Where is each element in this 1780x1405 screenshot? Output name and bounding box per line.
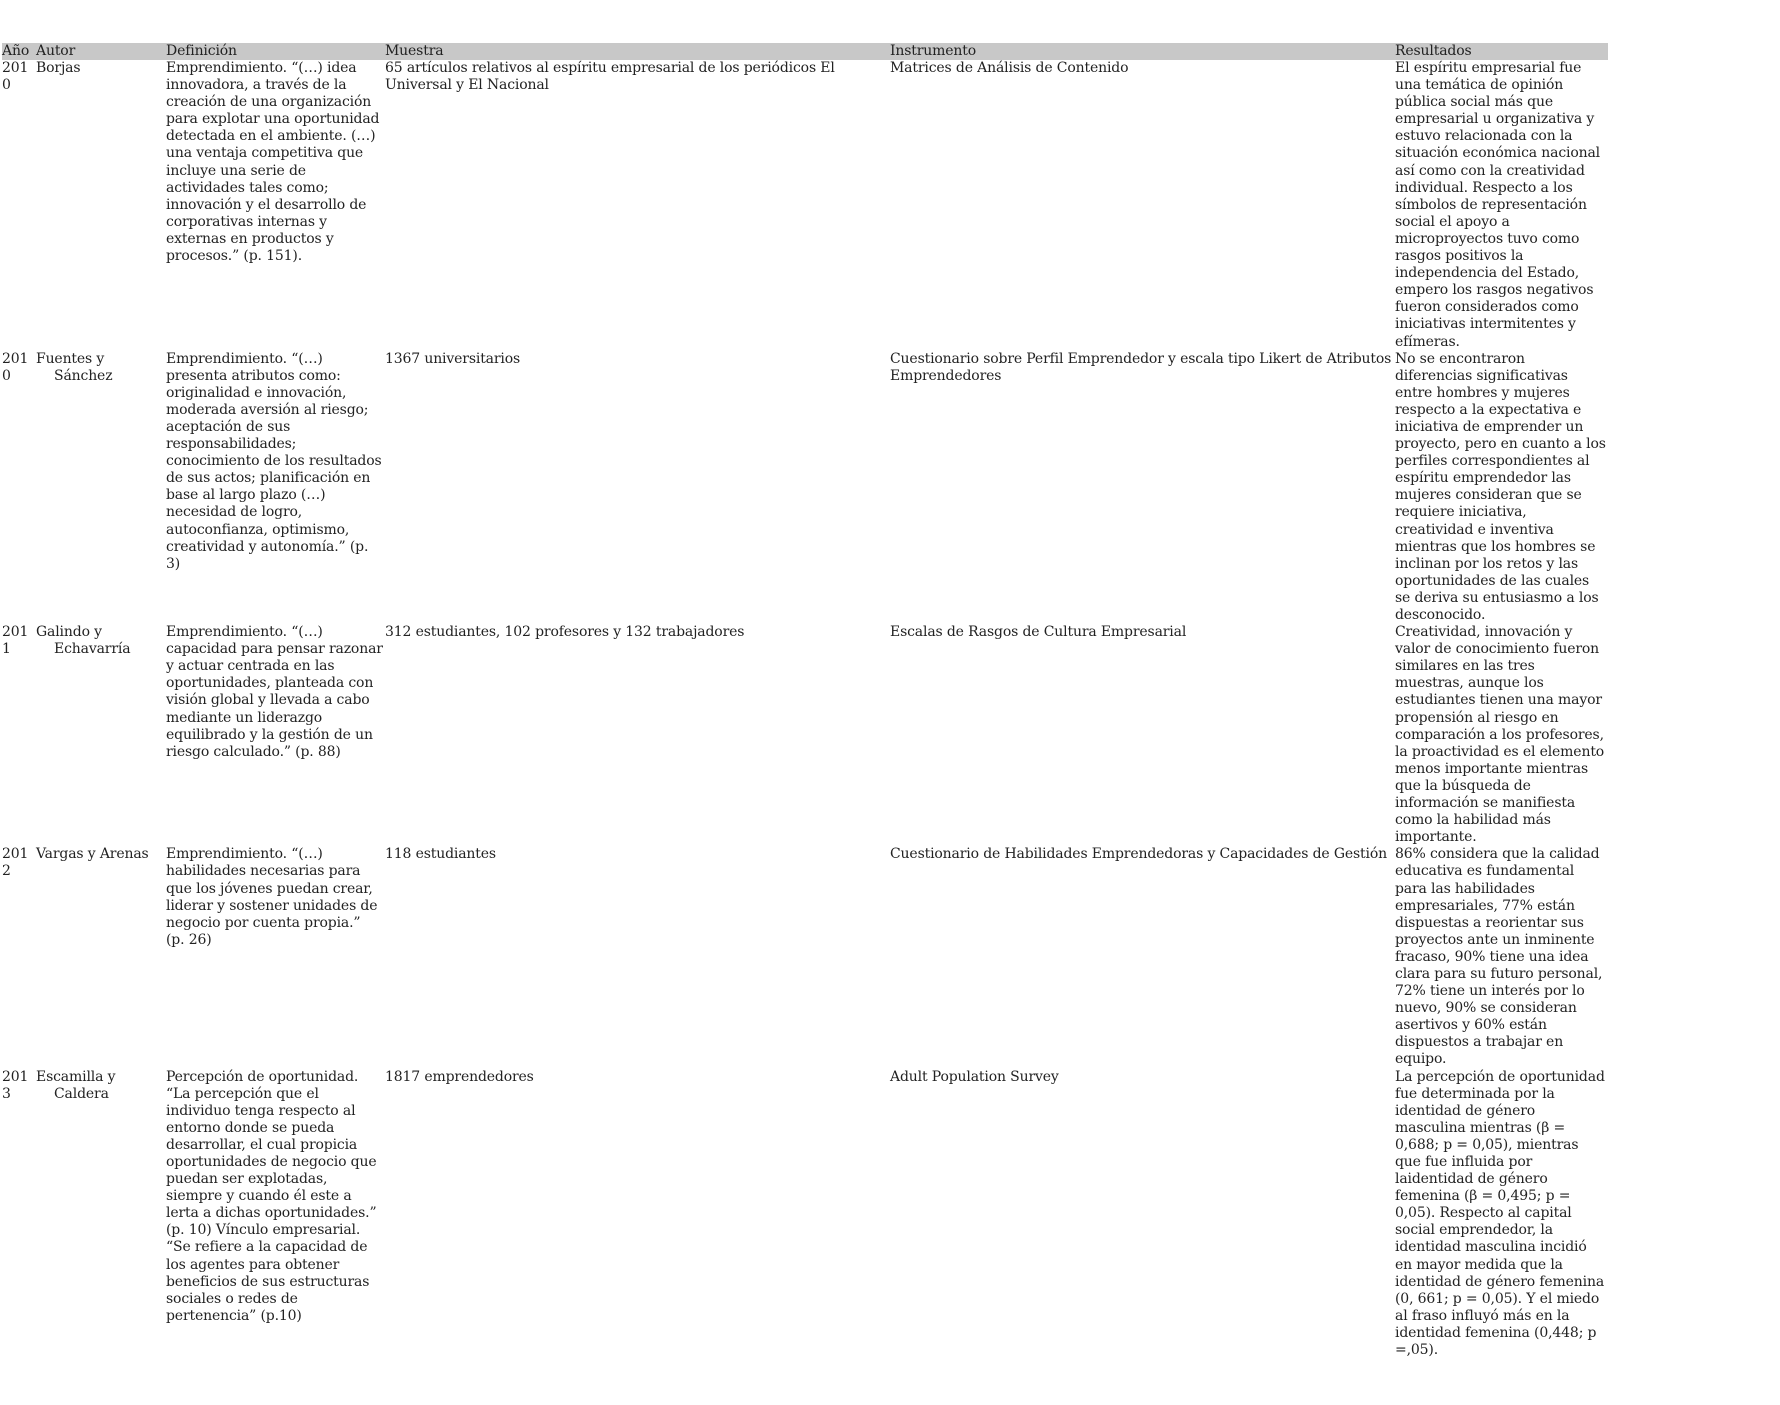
author-name: Borjas	[36, 60, 81, 76]
cell-sample: 65 artículos relativos al espíritu empresarial de los periódicos El Universal y El Nacional	[385, 60, 835, 94]
cell-results: El espíritu empresarial fue una temática de opinión pública social más que empresarial u organizativa y estuvo relacionada con la situación económica nacional así como con la creatividad individual. Respecto a los símbolos de representación social el apoyo a microproyectos tuvo como rasgos positivos la independencia del Estado, empero los rasgos negativos fueron considerados como iniciativas intermitentes y efímeras.	[1395, 60, 1601, 350]
literature-review-table	[2, 43, 1608, 1359]
author-name: Galindo y Echavarría	[36, 624, 131, 658]
header-row	[2, 43, 1608, 60]
header-sample: Muestra	[385, 43, 890, 60]
cell-author	[36, 846, 166, 1068]
table-row	[2, 60, 1608, 351]
table-row	[2, 624, 1608, 846]
author-name: Escamilla y Caldera	[36, 1068, 116, 1102]
cell-author	[36, 624, 166, 846]
cell-author	[36, 351, 166, 625]
cell-definition: Emprendimiento. “(…) capacidad para pensar razonar y actuar centrada en las oportunidades, planteada con visión global y llevada a cabo mediante un liderazgo equilibrado y la gestión de un riesgo calculado.” (p. 88)	[166, 624, 383, 760]
table-row	[2, 1069, 1608, 1360]
cell-year: 2010	[2, 350, 29, 384]
cell-results: 86% considera que la calidad educativa es fundamental para las habilidades empresariales, 77% están dispuestas a reorientar sus proyectos ante un inminente fracaso, 90% tiene una idea clara para su futuro personal, 72% tiene un interés por lo nuevo, 90% se consideran asertivos y 60% están dispuestos a trabajar en equipo.	[1395, 846, 1603, 1068]
cell-sample: 1367 universitarios	[385, 350, 521, 367]
cell-year: 2011	[2, 624, 29, 658]
cell-definition: Emprendimiento. “(…) presenta atributos como: originalidad e innovación, moderada aversión al riesgo; aceptación de sus responsabilidades; conocimiento de los resultados de sus actos; planificación en base al largo plazo (…) necesidad de logro, autoconfianza, optimismo, creatividad y autonomía.” (p. 3)	[166, 350, 382, 572]
author-name: Vargas y Arenas	[36, 846, 149, 863]
cell-instrument: Cuestionario de Habilidades Emprendedoras y Capacidades de Gestión	[890, 846, 1387, 863]
cell-year: 2012	[2, 846, 29, 880]
header-definition: Definición	[166, 43, 385, 60]
cell-instrument: Cuestionario sobre Perfil Emprendedor y escala tipo Likert de Atributos Emprendedores	[890, 350, 1392, 384]
cell-sample: 1817 emprendedores	[385, 1068, 534, 1085]
header-results: Resultados	[1395, 43, 1608, 60]
cell-year: 2010	[2, 60, 29, 94]
cell-instrument: Matrices de Análisis de Contenido	[890, 60, 1129, 76]
cell-definition: Percepción de oportunidad. “La percepción que el individuo tenga respecto al entorno donde se pueda desarrollar, el cual propicia oportunidades de negocio que puedan ser explotadas, siempre y cuando él este a lerta a dichas oportunidades.” (p. 10) Vínculo empresarial. “Se refiere a la capacidad de los agentes para obtener beneficios de sus estructuras sociales o redes de pertenencia” (p.10)	[166, 1068, 377, 1324]
cell-results: No se encontraron diferencias significativas entre hombres y mujeres respecto a la expectativa e iniciativa de emprender un proyecto, pero en cuanto a los perfiles correspondientes al espíritu emprendedor las mujeres consideran que se requiere iniciativa, creatividad e inventiva mientras que los hombres se inclinan por los retos y las oportunidades de las cuales se deriva su entusiasmo a los desconocido.	[1395, 350, 1606, 623]
cell-year: 2013	[2, 1068, 29, 1102]
cell-definition: Emprendimiento. “(…) habilidades necesarias para que los jóvenes puedan crear, liderar y sostener unidades de negocio por cuenta propia.” (p. 26)	[166, 846, 378, 948]
cell-sample: 118 estudiantes	[385, 846, 496, 863]
cell-instrument: Escalas de Rasgos de Cultura Empresarial	[890, 624, 1187, 641]
author-name: Fuentes y Sánchez	[36, 350, 113, 384]
table-row	[2, 351, 1608, 625]
cell-results: Creatividad, innovación y valor de conocimiento fueron similares en las tres muestras, aunque los estudiantes tienen una mayor propensión al riesgo en comparación a los profesores, la proactividad es el elemento menos importante mientras que la búsqueda de información se manifiesta como la habilidad más importante.	[1395, 624, 1605, 846]
cell-results: La percepción de oportunidad fue determinada por la identidad de género masculina mientras (β = 0,688; p = 0,05), mientras que fue influida por laidentidad de género femenina (β = 0,495; p = 0,05). Respecto al capital social emprendedor, la identidad masculina incidió en mayor medida que la identidad de género femenina (0, 661; p = 0,05). Y el miedo al fraso influyó más en la identidad femenina (0,448; p =,05).	[1395, 1068, 1605, 1359]
header-instrument: Instrumento	[890, 43, 1395, 60]
header-year: Año	[2, 43, 36, 60]
header-author: Autor	[36, 43, 166, 60]
cell-instrument: Adult Population Survey	[890, 1068, 1059, 1085]
cell-author	[36, 1069, 166, 1360]
cell-definition: Emprendimiento. “(…) idea innovadora, a través de la creación de una organización para explotar una oportunidad detectada en el ambiente. (…) una ventaja competitiva que incluye una serie de actividades tales como; innovación y el desarrollo de corporativas internas y externas en productos y procesos.” (p. 151).	[166, 60, 380, 265]
cell-sample: 312 estudiantes, 102 profesores y 132 trabajadores	[385, 624, 745, 641]
table-body	[2, 60, 1608, 1359]
table-row	[2, 846, 1608, 1068]
table-header	[2, 43, 1608, 60]
cell-author	[36, 60, 166, 351]
